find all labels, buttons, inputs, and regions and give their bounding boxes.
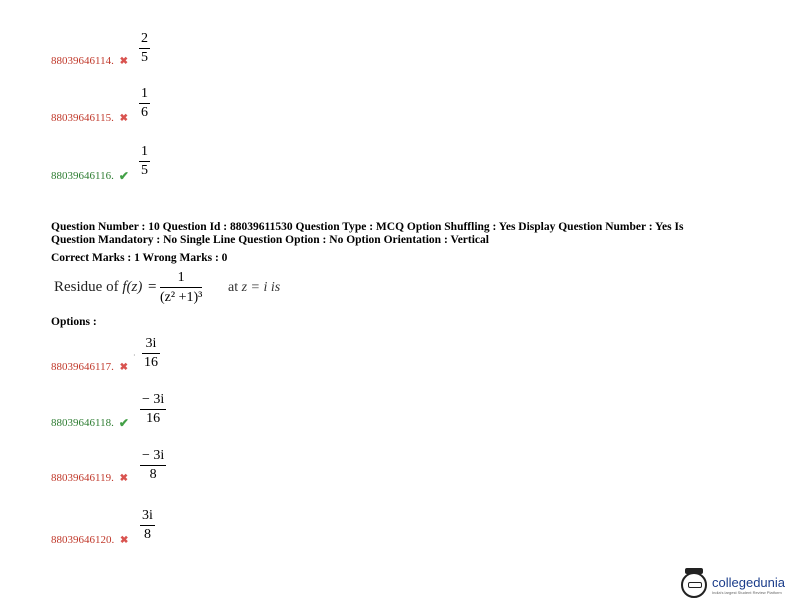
stray-dot: · <box>133 351 136 360</box>
fraction-numerator: 2 <box>141 31 148 46</box>
option-fraction <box>140 448 166 483</box>
option-row <box>51 535 131 546</box>
fraction-numerator: 1 <box>141 86 148 101</box>
fraction-numerator: − 3i <box>142 392 165 407</box>
cross-icon: ✖ <box>119 473 129 484</box>
option-row <box>51 418 131 429</box>
question-condition <box>228 280 280 296</box>
option-fraction <box>139 144 150 179</box>
question-text-prefix: Residue of <box>54 279 123 295</box>
fraction-bar <box>140 465 166 466</box>
option-fraction <box>139 31 150 66</box>
option-id: 88039646115. <box>51 112 114 124</box>
option-row <box>51 362 131 373</box>
fraction-bar <box>139 48 150 49</box>
question-function: f(z) <box>122 279 143 295</box>
fraction-denominator: 16 <box>146 411 161 426</box>
option-row <box>51 113 131 124</box>
fraction-numerator: 1 <box>141 144 148 159</box>
option-row <box>51 171 131 182</box>
option-id: 88039646118. <box>51 417 114 429</box>
option-row <box>51 473 131 484</box>
question-condition-expr: z = i is <box>241 280 281 295</box>
graduate-icon <box>681 572 707 598</box>
options-label: Options : <box>51 316 97 328</box>
fraction-numerator: − 3i <box>142 448 165 463</box>
question-condition-prefix: at <box>228 280 242 295</box>
fraction-numerator: 3i <box>145 336 157 351</box>
logo-name: collegedunia <box>712 574 786 590</box>
fraction-bar <box>139 161 150 162</box>
cross-icon: ✖ <box>119 113 129 124</box>
fraction-denominator: 8 <box>143 527 151 542</box>
fraction-denominator: 6 <box>141 105 148 120</box>
cross-icon: ✖ <box>120 535 129 546</box>
question-info <box>51 221 731 247</box>
question-marks: Correct Marks : 1 Wrong Marks : 0 <box>51 252 228 264</box>
question-equals: = <box>148 279 157 295</box>
collegedunia-logo <box>681 572 785 598</box>
option-id: 88039646119. <box>51 472 114 484</box>
question-fraction <box>160 270 202 305</box>
question-info-line-2: Question Mandatory : No Single Line Question Option : No Option Orientation : Vertical <box>51 234 489 246</box>
option-id: 88039646116. <box>51 170 114 182</box>
option-id: 88039646120. <box>51 534 115 546</box>
fraction-denominator: 5 <box>141 163 148 178</box>
option-fraction <box>139 86 150 121</box>
logo-tagline: India's largest Student Review Platform <box>712 589 782 595</box>
fraction-bar <box>140 525 155 526</box>
logo-text <box>712 576 785 595</box>
cross-icon: ✖ <box>119 56 129 67</box>
option-row <box>51 56 131 67</box>
check-icon: ✔ <box>118 416 129 430</box>
question-info-line-1: Question Number : 10 Question Id : 88039611530 Question Type : MCQ Option Shuffling : Yes Display Question Number : Yes Is <box>51 221 684 233</box>
fraction-bar <box>160 287 202 288</box>
option-fraction <box>140 392 166 427</box>
cross-icon: ✖ <box>119 362 129 373</box>
option-id: 88039646114. <box>51 55 114 67</box>
fraction-bar <box>140 409 166 410</box>
option-fraction <box>140 508 155 543</box>
fraction-bar <box>139 103 150 104</box>
question-fraction-numerator: 1 <box>177 270 185 285</box>
option-id: 88039646117. <box>51 361 114 373</box>
check-icon: ✔ <box>118 169 129 183</box>
fraction-numerator: 3i <box>142 508 153 523</box>
fraction-denominator: 16 <box>144 355 158 370</box>
option-fraction <box>142 336 160 371</box>
question-text <box>54 279 142 296</box>
question-fraction-denominator: (z² +1)³ <box>160 290 203 305</box>
fraction-denominator: 8 <box>149 467 157 482</box>
fraction-bar <box>142 353 160 354</box>
fraction-denominator: 5 <box>141 50 148 65</box>
